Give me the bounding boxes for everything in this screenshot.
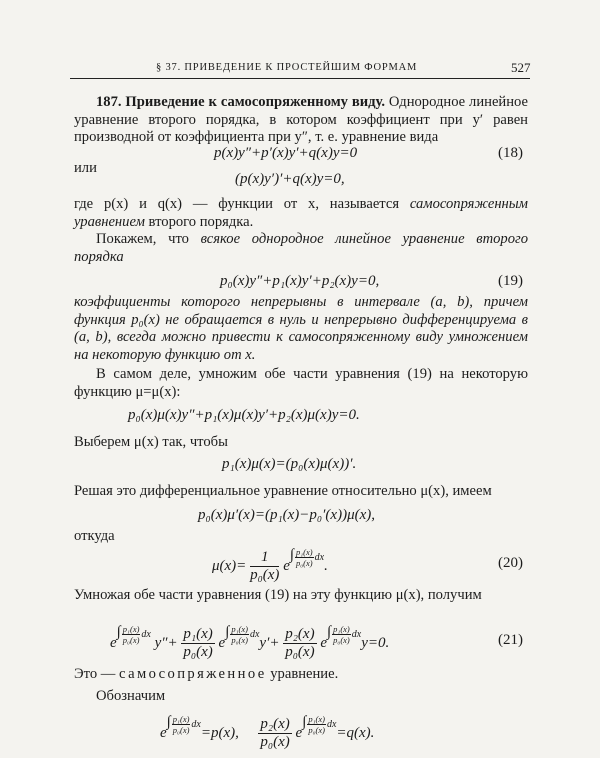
eq21-integral-2: ∫	[225, 624, 230, 640]
def-exp-den-1: p₀(x)	[172, 725, 190, 736]
word-or: или	[74, 160, 97, 176]
page-number: 527	[511, 60, 531, 75]
eq20-dx: dx	[314, 552, 325, 563]
def-exponent-2	[302, 714, 336, 735]
eq21-integral-3: ∫	[327, 624, 332, 640]
equation-20	[212, 547, 328, 584]
eq21-exp-base-1: e	[110, 635, 117, 651]
claim-text-a: Покажем, что	[96, 231, 201, 247]
equation-18: p(x)y″+p′(x)y′+q(x)y=0	[214, 145, 358, 161]
header-rule	[70, 78, 530, 79]
paragraph-conditions: коэффициенты которого непрерывны в интервале (a, b), причем функция p₀(x) не обращается в нуль и непрерывно дифференцируема в (a, b), всегда можно привести к самосопряженному виду умножением на некоторую функцию от x.	[74, 294, 528, 363]
word-whence: откуда	[74, 528, 115, 544]
eq20-denominator: p₀(x)	[250, 567, 280, 584]
eq21-num-2: p₁(x)	[183, 626, 213, 643]
def-exp-fraction-1	[172, 714, 191, 735]
def-integral-2: ∫	[302, 714, 307, 730]
def-exp-num-2: p₁(x)	[308, 714, 325, 725]
intro-text: Однородное линейное уравнение второго порядка, в котором коэффициент при y′ равен производной от коэффициента при y″, т. е. уравнение вида	[74, 94, 529, 146]
equation-21	[110, 624, 389, 661]
eq21-exp-base-2: e	[218, 635, 226, 651]
eq21-exp-fraction-1	[122, 624, 141, 645]
def-dx-2: dx	[326, 719, 337, 730]
eq21-exp-den-3: p₀(x)	[333, 635, 350, 646]
equation-18-selfadjoint: (p(x)y′)′+q(x)y=0,	[235, 171, 345, 187]
equation-definitions	[160, 714, 374, 751]
def-exp-num-1: p₁(x)	[172, 714, 190, 725]
eq20-fraction	[250, 549, 279, 584]
eq21-term-1: y″+	[154, 635, 178, 651]
eq20-period: .	[324, 558, 328, 574]
eq21-exp-den-2: p₀(x)	[231, 635, 248, 646]
eq21-term-3: y=0.	[361, 635, 390, 651]
equation-number-21: (21)	[498, 632, 523, 648]
def-fraction-2	[258, 716, 291, 751]
eq21-den-3: p₀(x)	[285, 644, 315, 661]
eq20-lhs: μ(x)=	[212, 558, 247, 574]
eq21-fraction-2	[181, 626, 214, 661]
claim-text-b: всякое однородное линейное уравнение второго порядка	[74, 231, 528, 265]
eq21-term-2: y′+	[259, 635, 280, 651]
paragraph-intro	[74, 94, 528, 147]
eq21-dx-1: dx	[141, 629, 151, 640]
eq21-exp-num-3: p₁(x)	[333, 624, 350, 635]
paragraph-denote: Обозначим	[96, 688, 166, 704]
eq21-exp-den-1: p₀(x)	[122, 635, 140, 646]
equation-number-18: (18)	[498, 145, 523, 161]
running-header: § 37. ПРИВЕДЕНИЕ К ПРОСТЕЙШИМ ФОРМАМ	[156, 62, 418, 73]
def-num-2: p₂(x)	[260, 716, 290, 733]
eq21-den-2: p₀(x)	[183, 644, 213, 661]
paragraph-multiplying: Умножая обе части уравнения (19) на эту функцию μ(x), получим	[74, 587, 482, 603]
eq21-exp-fraction-2	[230, 624, 249, 645]
section-heading: 187. Приведение к самосопряженному виду.	[96, 94, 386, 110]
eq21-exp-base-3: e	[320, 635, 328, 651]
def-term-2: =q(x).	[336, 725, 375, 741]
paragraph-proof-start: В самом деле, умножим обе части уравнения (19) на некоторую функцию μ=μ(x):	[74, 366, 528, 400]
paragraph-solving: Решая это дифференциальное уравнение относительно μ(x), имеем	[74, 483, 492, 499]
eq20-exp-fraction	[295, 547, 314, 568]
eq20-exp-denominator: p₀(x)	[295, 558, 313, 569]
eq21-exponent-1	[117, 624, 151, 645]
equation-number-20: (20)	[498, 555, 523, 571]
equation-choose-mu: p₁(x)μ(x)=(p₀(x)μ(x))′.	[222, 456, 357, 472]
def-integral-1: ∫	[166, 714, 171, 730]
def-exp-fraction-2	[307, 714, 326, 735]
equation-mu-differential: p₀(x)μ′(x)=(p₁(x)−p₀′(x))μ(x),	[198, 507, 375, 523]
def-exponent-1	[167, 714, 201, 735]
eq20-numerator: 1	[250, 549, 279, 567]
eq21-dx-2: dx	[249, 629, 260, 640]
eq21-exponent-3	[327, 624, 361, 645]
equation-multiplied: p₀(x)μ(x)y″+p₁(x)μ(x)y′+p₂(x)μ(x)y=0.	[128, 407, 360, 423]
paragraph-claim	[74, 231, 528, 266]
eq20-exp-base: e	[283, 558, 290, 574]
eq21-exponent-2	[225, 624, 259, 645]
paragraph-definition	[74, 196, 528, 231]
conclusion-text-a: Это —	[74, 666, 120, 682]
paragraph-conclusion	[74, 666, 528, 684]
paragraph-choose-mu: Выберем μ(x) так, чтобы	[74, 434, 228, 450]
eq21-integral-1: ∫	[116, 624, 121, 640]
eq21-exp-num-1: p₁(x)	[122, 624, 140, 635]
def-dx-1: dx	[191, 719, 201, 730]
eq21-num-3: p₂(x)	[285, 626, 315, 643]
eq20-exp-numerator: p₁(x)	[295, 547, 313, 558]
def-term-1: =p(x),	[200, 725, 239, 741]
def-exp-den-2: p₀(x)	[308, 725, 325, 736]
def-exp-base-1: e	[160, 725, 167, 741]
conclusion-text-c: уравнение.	[266, 666, 339, 682]
definition-text-a: где p(x) и q(x) — функции от x, называется	[74, 196, 410, 212]
eq21-exp-fraction-3	[332, 624, 351, 645]
conclusion-term: самосопряженное	[119, 666, 267, 682]
eq21-fraction-3	[283, 626, 316, 661]
eq21-dx-3: dx	[351, 629, 362, 640]
equation-number-19: (19)	[498, 273, 523, 289]
eq20-integral-sign: ∫	[289, 547, 294, 563]
definition-text-c: второго порядка.	[144, 213, 254, 230]
def-exp-base-2: e	[295, 725, 303, 741]
eq21-exp-num-2: p₁(x)	[231, 624, 248, 635]
eq20-exponent	[290, 547, 324, 568]
equation-19: p₀(x)y″+p₁(x)y′+p₂(x)y=0,	[220, 273, 380, 289]
definition-term: самосопряженным уравнением	[74, 196, 528, 230]
def-den-2: p₀(x)	[260, 734, 290, 751]
